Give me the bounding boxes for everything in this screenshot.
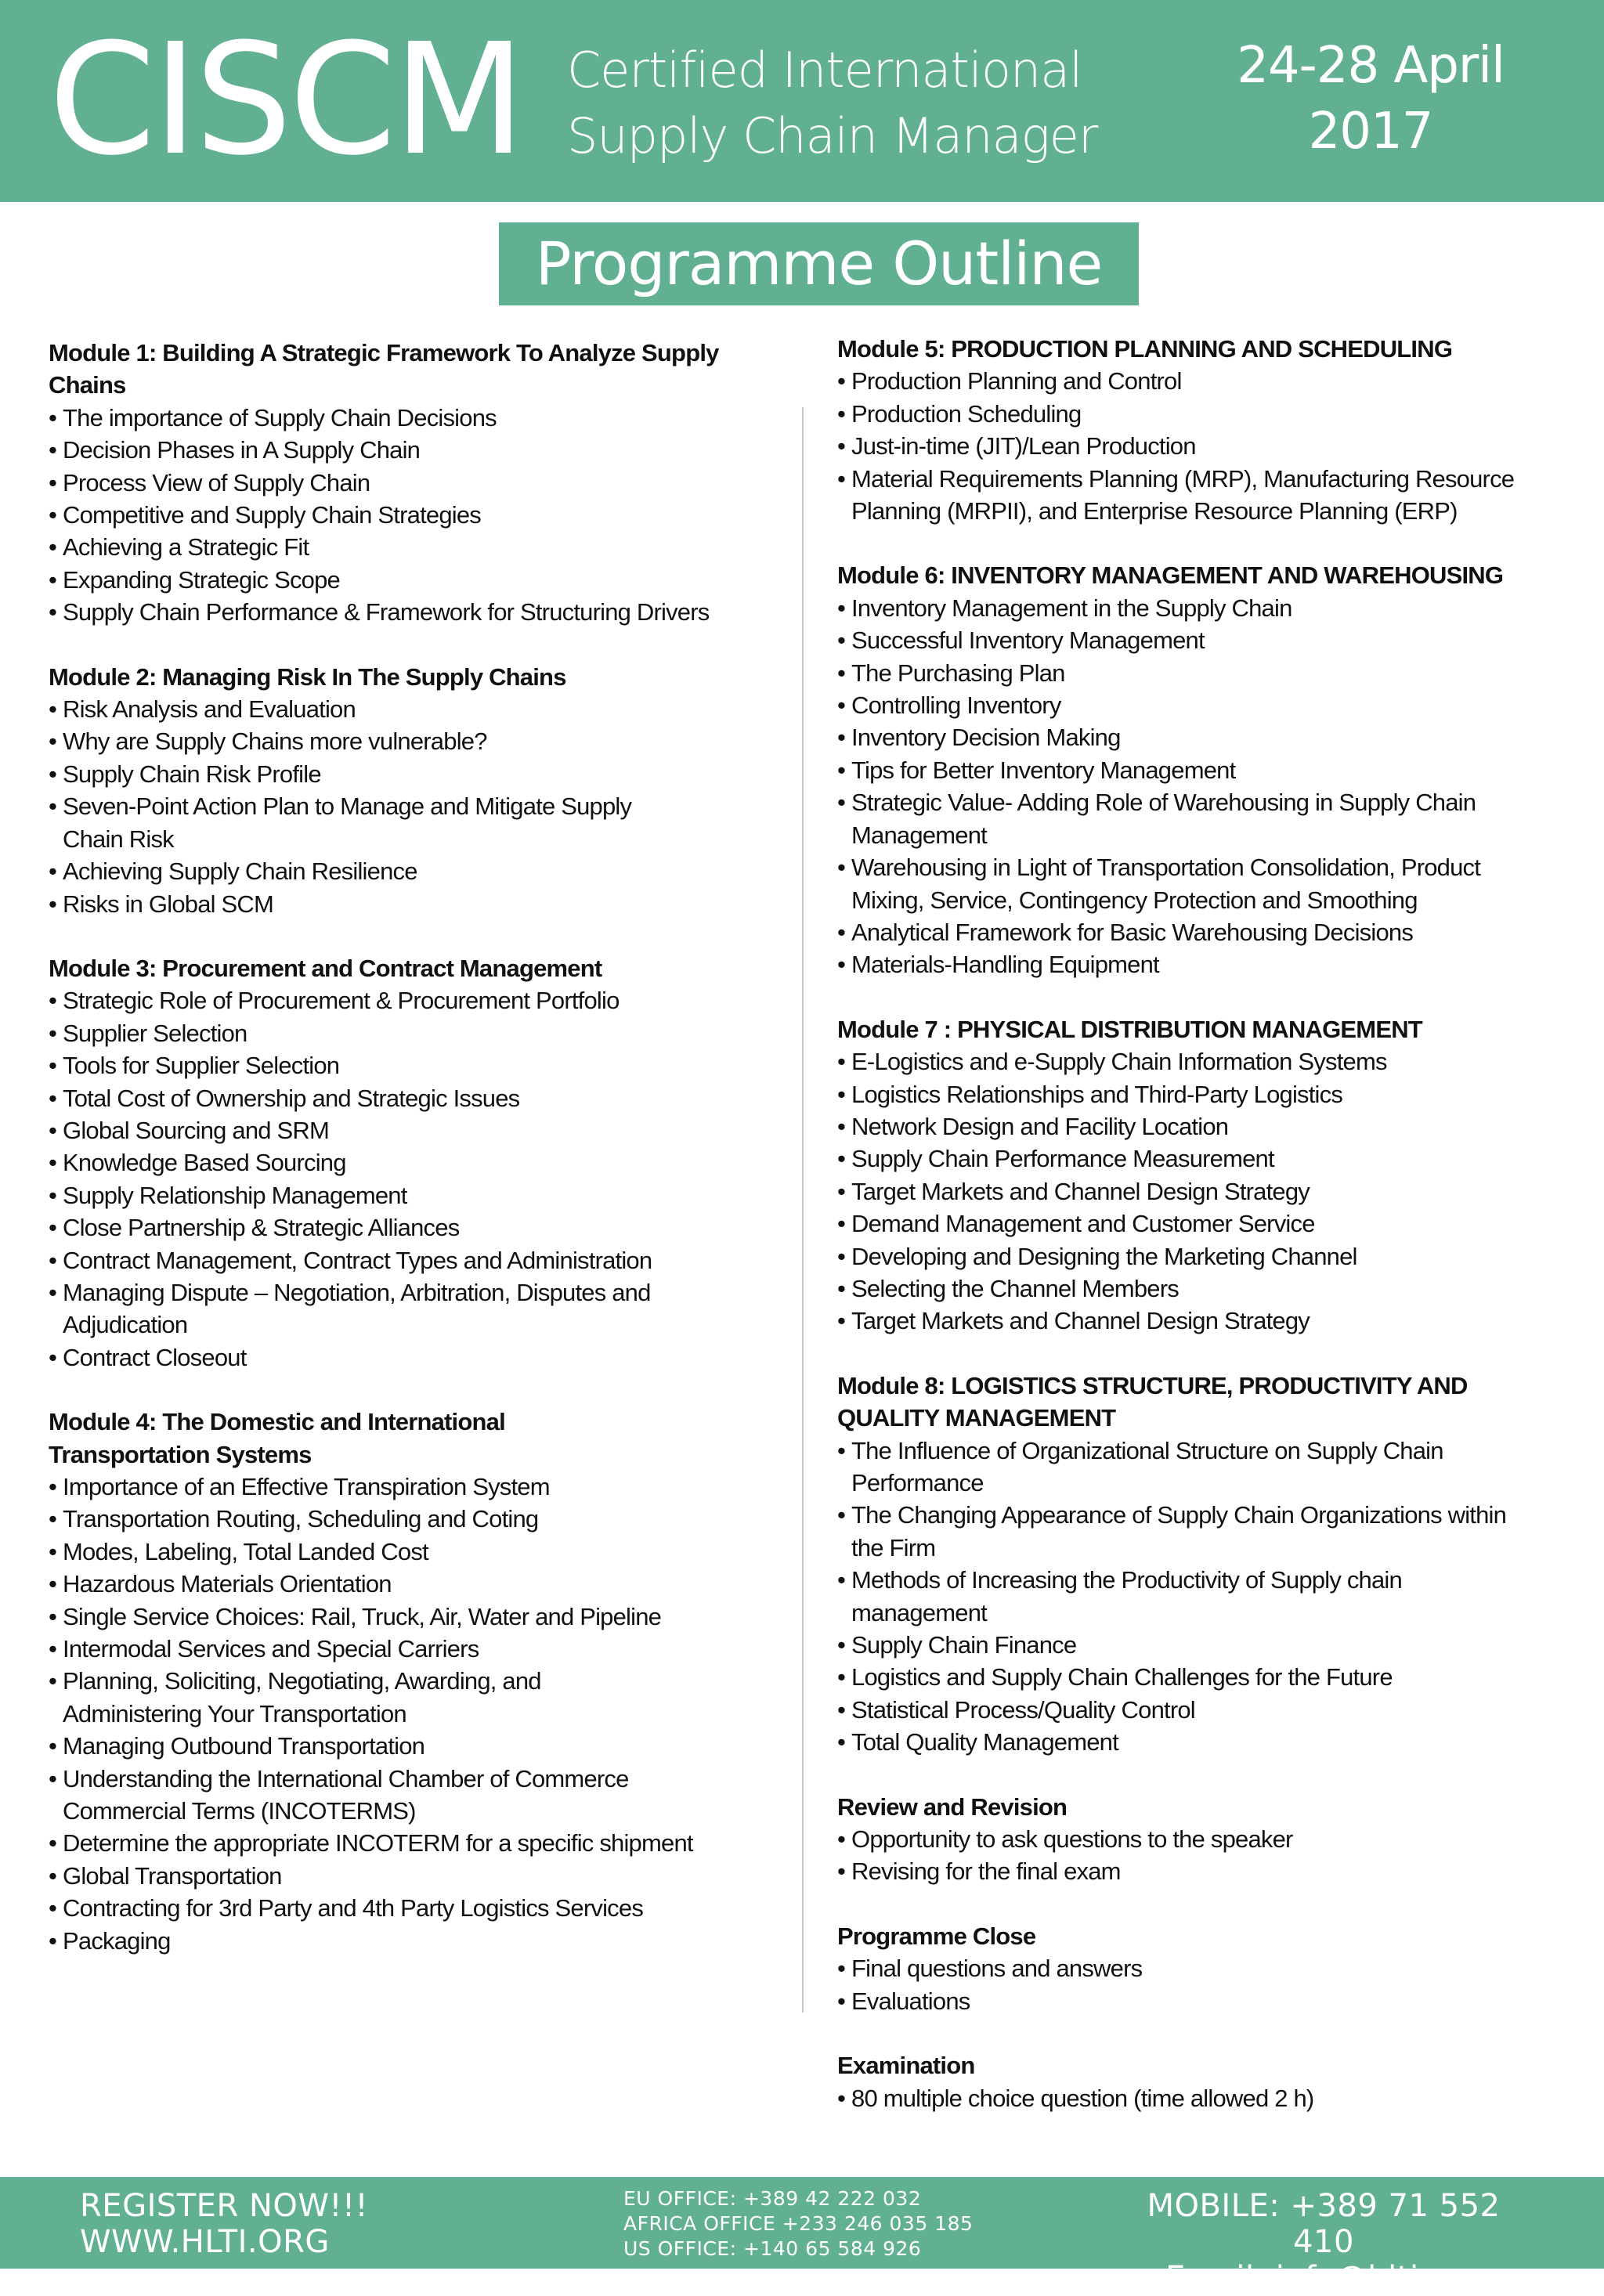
bullet-icon: • [49,1214,57,1242]
list-item-text: Seven-Point Action Plan to Manage and Mitigate Supply [63,792,632,821]
list-item-text: Supply Chain Finance [851,1631,1077,1659]
list-item-text: Risk Analysis and Evaluation [63,695,356,724]
bullet-icon: • [837,1566,846,1594]
list-item-text: management [851,1598,987,1626]
list-item [49,499,777,531]
list-item-text: Target Markets and Channel Design Strategy [851,1177,1310,1205]
list-item [837,1208,1573,1240]
bullet-icon: • [837,367,846,395]
program-name-line-1: Certified International [567,42,1082,99]
list-item-text: Methods of Increasing the Productivity of Supply chain [851,1566,1402,1594]
list-item-text: Expanding Strategic Scope [63,565,340,594]
list-item [837,851,1573,916]
bullet-icon: • [837,1663,846,1691]
list-item [49,693,777,725]
section-title [49,337,777,402]
list-item-text: Performance [851,1469,984,1496]
bullet-icon: • [837,1987,846,2015]
bullet-icon: • [49,598,57,626]
event-dates-line-2: 2017 [1308,103,1433,161]
list-item [837,430,1573,462]
list-item [49,1114,777,1146]
module-section [49,952,777,1374]
section-title [49,661,777,693]
list-item-text: Understanding the International Chamber of Commerce [63,1764,629,1792]
list-item-text: Modes, Labeling, Total Landed Cost [63,1537,428,1565]
list-item-text: Contract Closeout [63,1343,247,1371]
bullet-icon: • [837,756,846,784]
section-title-line: Review and Revision [837,1792,1068,1821]
bullet-icon: • [49,1473,57,1500]
list-item [49,1827,777,1859]
bullet-icon: • [837,1307,846,1335]
module-section [837,1370,1573,1759]
list-item-text: Transportation Routing, Scheduling and Coting [63,1505,539,1533]
list-item-text: Tools for Supplier Selection [63,1052,340,1080]
list-item [49,467,777,499]
bullet-icon: • [49,1278,57,1306]
module-section [49,337,777,629]
list-item-text: Statistical Process/Quality Control [851,1695,1195,1724]
list-item-text: Planning, Soliciting, Negotiating, Awarding, and [63,1667,541,1695]
list-item-text: Determine the appropriate INCOTERM for a specific shipment [63,1829,693,1857]
list-item-text: Packaging [63,1926,171,1955]
list-item-text: Global Transportation [63,1861,282,1890]
list-item [49,1049,777,1081]
list-item-text: Demand Management and Customer Service [851,1210,1315,1238]
section-title-line: Module 1: Building A Strategic Framework To Analyze Supply [49,339,719,366]
website-link[interactable]: WWW.HLTI.ORG [80,2224,330,2260]
bullet-icon: • [49,1667,57,1695]
list-item [837,1661,1573,1693]
list-item-text: Selecting the Channel Members [851,1274,1179,1302]
list-item-text: Tips for Better Inventory Management [851,756,1236,784]
bullet-icon: • [49,1505,57,1533]
list-item-text: Commercial Terms (INCOTERMS) [63,1797,416,1825]
list-item [837,365,1573,397]
list-item [49,1860,777,1892]
list-item [837,1078,1573,1110]
programme-outline-title: Programme Outline [499,222,1139,305]
list-item [837,1175,1573,1208]
list-item [837,1985,1573,2017]
list-item [49,1925,777,1957]
topic-list [49,402,777,629]
bullet-icon: • [49,1019,57,1047]
list-item-text: Chain Risk [63,825,174,853]
list-item [837,657,1573,689]
bullet-icon: • [837,1501,846,1529]
list-item [49,1211,777,1244]
bullet-icon: • [49,1570,57,1598]
bullet-icon: • [837,951,846,979]
list-item-text: The Changing Appearance of Supply Chain Organizations within [851,1501,1507,1529]
list-item-text: E-Logistics and e-Supply Chain Information Systems [851,1048,1387,1076]
list-item [837,1110,1573,1143]
list-item [49,564,777,596]
list-item [49,1665,777,1730]
section-title-line: Transportation Systems [49,1440,312,1468]
bullet-icon: • [49,760,57,788]
bullet-icon: • [837,1080,846,1108]
list-item-text: Opportunity to ask questions to the speaker [851,1825,1293,1854]
bullet-icon: • [49,890,57,918]
column-divider [802,407,804,2013]
list-item [837,689,1573,721]
list-item-text: Process View of Supply Chain [63,468,370,496]
list-item-text: Intermodal Services and Special Carriers [63,1635,479,1663]
section-title-line: QUALITY MANAGEMENT [837,1404,1116,1432]
list-item-text: Strategic Value- Adding Role of Warehousing in Supply Chain [851,789,1476,817]
bullet-icon: • [49,1829,57,1857]
module-section [49,1406,777,1957]
section-title [837,1013,1573,1045]
program-name [567,38,1097,169]
section-title-line: Module 4: The Domestic and International [49,1408,505,1436]
left-column [49,337,777,1989]
bullet-icon: • [49,403,57,431]
register-now-text: REGISTER NOW!!! [80,2188,369,2224]
list-item-text: 80 multiple choice question (time allowed 2 h) [851,2084,1314,2112]
list-item-text: Controlling Inventory [851,691,1061,720]
list-item-text: Importance of an Effective Transpiration System [63,1473,550,1500]
list-item-text: Developing and Designing the Marketing Channel [851,1242,1357,1270]
list-item-text: Administering Your Transportation [63,1699,406,1727]
list-item [49,1471,777,1503]
list-item-text: Material Requirements Planning (MRP), Manufacturing Resource [851,464,1515,493]
list-item-text: Logistics Relationships and Third-Party Logistics [851,1080,1343,1108]
section-title-line: Chains [49,371,126,399]
list-item-text: Decision Phases in A Supply Chain [63,436,421,464]
list-item-text: Network Design and Facility Location [851,1112,1229,1140]
bullet-icon: • [837,399,846,428]
list-item-text: Contract Management, Contract Types and Administration [63,1246,652,1274]
list-item [837,1952,1573,1984]
section-title [837,2049,1573,2081]
list-item-text: Logistics and Supply Chain Challenges for the Future [851,1663,1393,1691]
topic-list [837,2082,1573,2114]
list-item-text: Contracting for 3rd Party and 4th Party Logistics Services [63,1894,644,1922]
section-title [837,1370,1573,1435]
bullet-icon: • [49,1732,57,1760]
list-item [49,402,777,434]
list-item [49,434,777,466]
bullet-icon: • [49,695,57,724]
bullet-icon: • [837,1631,846,1659]
list-item-text: Inventory Management in the Supply Chain [851,594,1292,622]
list-item [837,1726,1573,1758]
bullet-icon: • [837,1436,846,1464]
list-item [49,1146,777,1179]
bullet-icon: • [49,792,57,821]
list-item [837,721,1573,753]
section-title-line: Module 8: LOGISTICS STRUCTURE, PRODUCTIVITY AND [837,1371,1468,1399]
list-item-text: Total Quality Management [851,1728,1118,1756]
list-item-text: Materials-Handling Equipment [851,951,1159,979]
list-item [49,888,777,920]
bullet-icon: • [49,1602,57,1630]
bullet-icon: • [837,1857,846,1886]
us-office-phone: US OFFICE: +140 65 584 926 [623,2237,922,2260]
section-title [49,1406,777,1471]
list-item-text: Revising for the final exam [851,1857,1121,1886]
list-item-text: Warehousing in Light of Transportation Consolidation, Product [851,854,1481,882]
bullet-icon: • [49,1149,57,1177]
list-item [49,1082,777,1114]
contact-block [1112,2188,1535,2296]
event-dates-line-1: 24-28 April [1237,37,1505,95]
list-item-text: Supply Chain Performance Measurement [851,1145,1274,1173]
list-item [49,1601,777,1633]
list-item-text: Competitive and Supply Chain Strategies [63,501,482,529]
ciscm-logo: CISCM [49,11,523,190]
list-item-text: Analytical Framework for Basic Warehousing Decisions [851,918,1414,946]
africa-office-phone: AFRICA OFFICE +233 246 035 185 [623,2212,974,2235]
list-item [49,1179,777,1211]
bullet-icon: • [49,1537,57,1565]
list-item [49,1536,777,1568]
list-item-text: Close Partnership & Strategic Alliances [63,1214,460,1242]
list-item [49,984,777,1016]
list-item [49,1276,777,1341]
event-dates [1206,33,1535,164]
module-section [837,2049,1573,2114]
bullet-icon: • [837,854,846,882]
list-item-text: Knowledge Based Sourcing [63,1149,346,1177]
list-item [837,916,1573,948]
section-title [837,1791,1573,1823]
bullet-icon: • [49,1343,57,1371]
section-title [837,559,1573,591]
list-item [837,1305,1573,1337]
topic-list [837,1823,1573,1888]
bullet-icon: • [49,1861,57,1890]
list-item [837,463,1573,528]
list-item [837,1564,1573,1629]
bullet-icon: • [837,659,846,687]
list-item [49,1763,777,1828]
section-title [49,952,777,984]
bullet-icon: • [837,1274,846,1302]
list-item-text: Management [851,821,987,849]
bullet-icon: • [837,1210,846,1238]
bullet-icon: • [49,1052,57,1080]
bullet-icon: • [49,1181,57,1209]
section-title-line: Examination [837,2052,975,2080]
list-item [49,1341,777,1374]
list-item [837,948,1573,980]
bullet-icon: • [837,464,846,493]
bullet-icon: • [49,1246,57,1274]
list-item-text: Risks in Global SCM [63,890,274,918]
bullet-icon: • [837,1242,846,1270]
list-item [837,1045,1573,1078]
list-item [49,758,777,790]
list-item [49,531,777,563]
list-item-text: Managing Dispute – Negotiation, Arbitration, Disputes and [63,1278,651,1306]
bullet-icon: • [837,2084,846,2112]
list-item [837,754,1573,786]
list-item [49,1568,777,1600]
mobile-phone: MOBILE: +389 71 552 410 [1147,2188,1501,2260]
bullet-icon: • [49,1084,57,1112]
bullet-icon: • [49,565,57,594]
list-item [837,1240,1573,1273]
bullet-icon: • [837,724,846,752]
register-block [80,2188,368,2260]
bullet-icon: • [837,1955,846,1983]
bullet-icon: • [49,468,57,496]
list-item-text: Managing Outbound Transportation [63,1732,425,1760]
list-item-text: the Firm [851,1533,936,1561]
list-item-text: The importance of Supply Chain Decisions [63,403,497,431]
right-column [837,337,1573,2146]
list-item-text: The Influence of Organizational Structure on Supply Chain [851,1436,1443,1464]
list-item [837,786,1573,851]
topic-list [837,1045,1573,1338]
list-item-text: Mixing, Service, Contingency Protection and Smoothing [851,886,1418,914]
bullet-icon: • [837,1825,846,1854]
list-item [49,855,777,887]
list-item-text: Hazardous Materials Orientation [63,1570,392,1598]
list-item [837,624,1573,656]
module-section [837,559,1573,980]
bullet-icon: • [49,1764,57,1792]
section-title-line: Module 6: INVENTORY MANAGEMENT AND WAREHOUSING [837,561,1504,590]
list-item-text: Global Sourcing and SRM [63,1116,330,1144]
list-item-text: The Purchasing Plan [851,659,1065,687]
list-item [837,1435,1573,1500]
list-item [837,1855,1573,1887]
footer-banner [0,2177,1604,2296]
module-section [837,1013,1573,1338]
section-title-line: Module 2: Managing Risk In The Supply Chains [49,662,566,691]
list-item-text: Production Scheduling [851,399,1082,428]
list-item-text: Total Cost of Ownership and Strategic Issues [63,1084,520,1112]
list-item [49,1892,777,1924]
bullet-icon: • [49,727,57,756]
program-name-line-2: Supply Chain Manager [567,107,1098,164]
bullet-icon: • [49,987,57,1015]
bullet-icon: • [49,1116,57,1144]
topic-list [49,984,777,1374]
list-item [49,596,777,628]
bullet-icon: • [49,1926,57,1955]
topic-list [837,365,1573,527]
list-item-text: Evaluations [851,1987,970,2015]
section-title-line: Module 7 : PHYSICAL DISTRIBUTION MANAGEMENT [837,1015,1422,1043]
section-title-line: Programme Close [837,1922,1036,1950]
header-banner [0,0,1604,202]
list-item [837,398,1573,430]
office-phones [623,2186,973,2262]
section-title-line: Module 5: PRODUCTION PLANNING AND SCHEDULING [837,335,1453,363]
list-item [837,592,1573,624]
list-item-text: Achieving Supply Chain Resilience [63,857,417,886]
list-item-text: Single Service Choices: Rail, Truck, Air, Water and Pipeline [63,1602,662,1630]
list-item-text: Why are Supply Chains more vulnerable? [63,727,487,756]
list-item [837,1273,1573,1305]
bullet-icon: • [49,501,57,529]
list-item [837,2082,1573,2114]
bullet-icon: • [837,626,846,655]
list-item [49,1244,777,1276]
bullet-icon: • [837,1695,846,1724]
module-section [837,1791,1573,1888]
topic-list [49,693,777,920]
bullet-icon: • [837,1145,846,1173]
list-item [837,1629,1573,1661]
list-item-text: Supplier Selection [63,1019,247,1047]
module-section [49,661,777,920]
bullet-icon: • [49,1635,57,1663]
module-section [837,1920,1573,2017]
topic-list [837,1435,1573,1759]
list-item-text: Supply Chain Risk Profile [63,760,321,788]
email-link[interactable]: Email: info@hlti.org [1165,2260,1482,2296]
list-item-text: Achieving a Strategic Fit [63,533,309,561]
bullet-icon: • [837,594,846,622]
bullet-icon: • [837,789,846,817]
list-item [49,1730,777,1762]
bullet-icon: • [837,1728,846,1756]
list-item [49,790,777,855]
section-title [837,333,1573,365]
bullet-icon: • [837,1177,846,1205]
list-item-text: Supply Chain Performance & Framework for Structuring Drivers [63,598,710,626]
bullet-icon: • [49,857,57,886]
bullet-icon: • [837,1048,846,1076]
list-item-text: Inventory Decision Making [851,724,1121,752]
list-item-text: Target Markets and Channel Design Strategy [851,1307,1310,1335]
list-item-text: Successful Inventory Management [851,626,1205,655]
topic-list [837,1952,1573,2017]
list-item [837,1143,1573,1175]
list-item-text: Production Planning and Control [851,367,1182,395]
topic-list [49,1471,777,1957]
section-title-line: Module 3: Procurement and Contract Management [49,954,602,982]
bullet-icon: • [49,1894,57,1922]
list-item-text: Supply Relationship Management [63,1181,407,1209]
section-title [837,1920,1573,1952]
bullet-icon: • [837,432,846,460]
list-item-text: Planning (MRPII), and Enterprise Resource Planning (ERP) [851,497,1458,525]
module-section [837,333,1573,527]
eu-office-phone: EU OFFICE: +389 42 222 032 [623,2187,922,2210]
list-item-text: Just-in-time (JIT)/Lean Production [851,432,1196,460]
list-item-text: Adjudication [63,1311,188,1339]
bullet-icon: • [837,918,846,946]
list-item [49,1017,777,1049]
bullet-icon: • [49,436,57,464]
topic-list [837,592,1573,981]
list-item [837,1499,1573,1564]
list-item-text: Final questions and answers [851,1955,1143,1983]
list-item [837,1823,1573,1855]
list-item [49,725,777,757]
bullet-icon: • [49,533,57,561]
list-item [49,1633,777,1665]
bullet-icon: • [837,691,846,720]
bullet-icon: • [837,1112,846,1140]
list-item-text: Strategic Role of Procurement & Procurement Portfolio [63,987,620,1015]
list-item [837,1694,1573,1726]
list-item [49,1503,777,1535]
